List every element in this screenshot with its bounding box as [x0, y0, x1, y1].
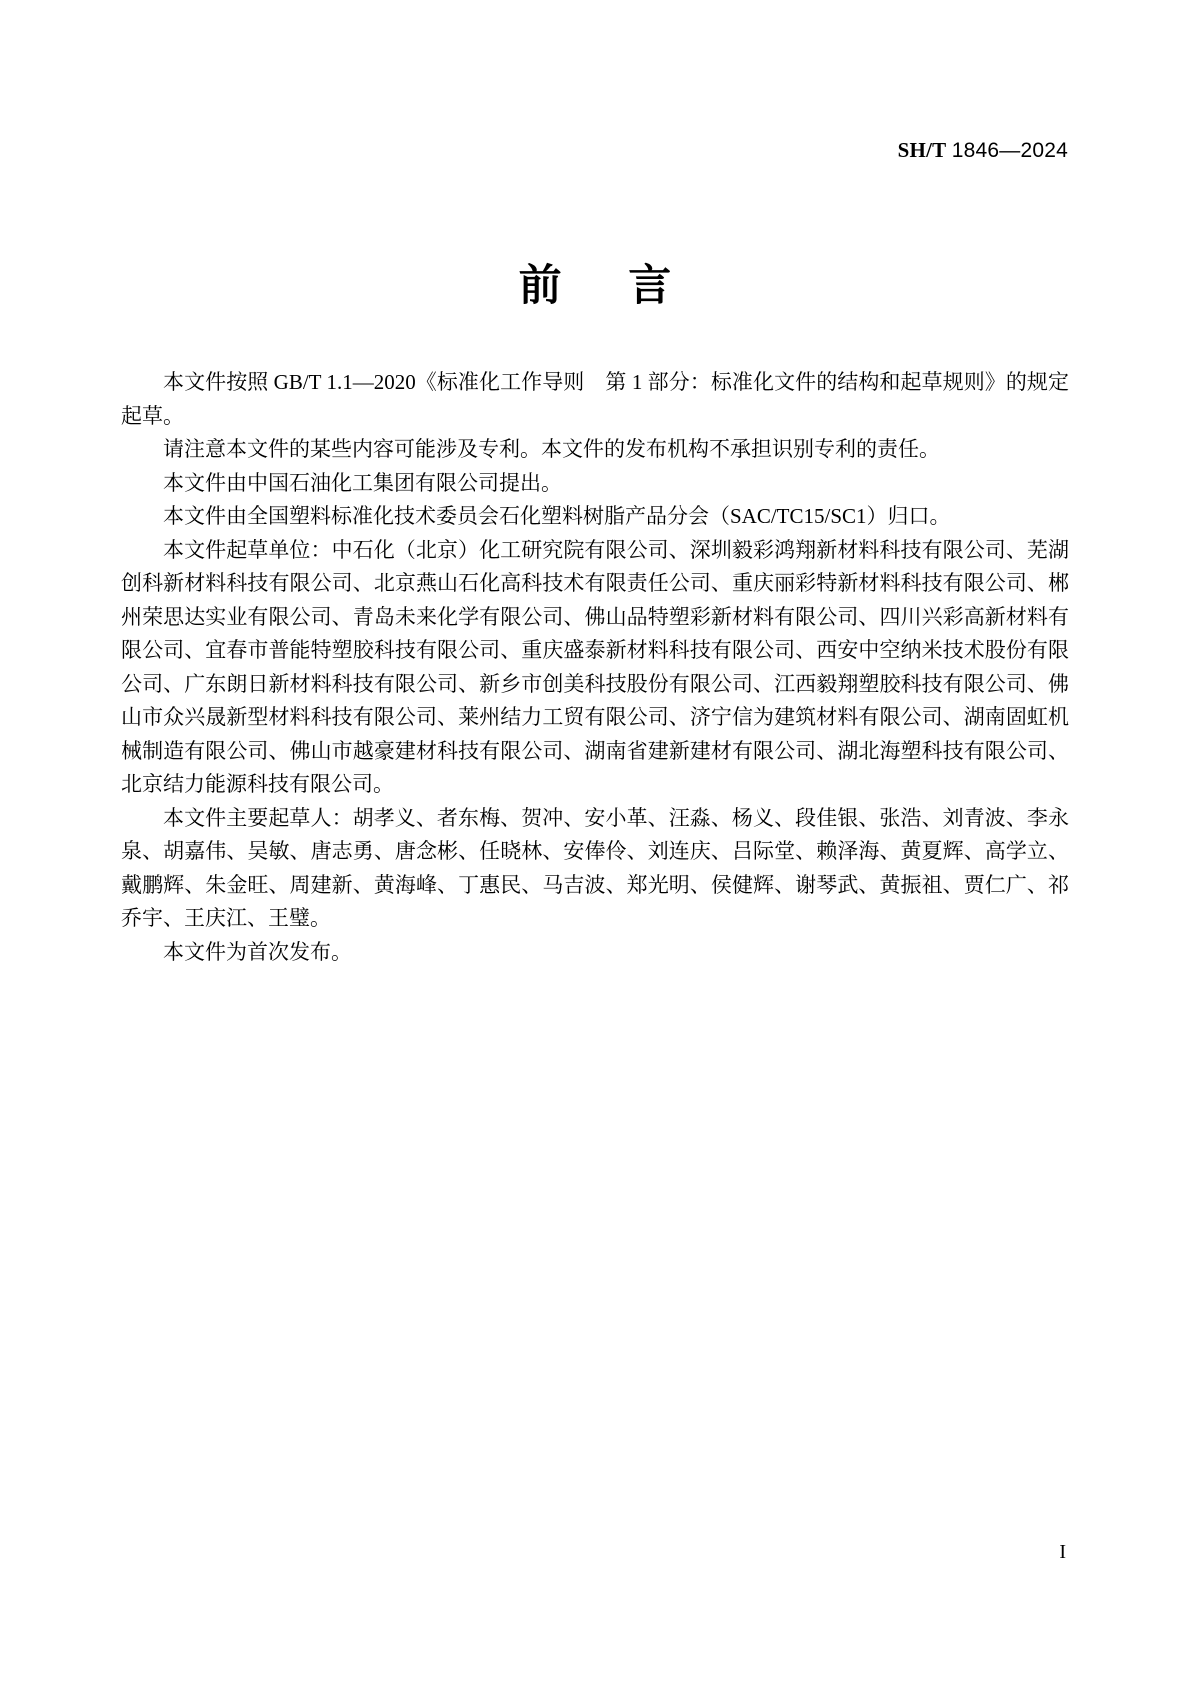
page-title: 前言 — [518, 262, 738, 310]
paragraph-patent-notice: 请注意本文件的某些内容可能涉及专利。本文件的发布机构不承担识别专利的责任。 — [163, 437, 940, 461]
paragraph-committee: 本文件由全国塑料标准化技术委员会石化塑料树脂产品分会（SAC/TC15/SC1）归口。 — [163, 504, 951, 528]
standard-code-prefix: SH/T — [897, 138, 947, 162]
paragraph-drafting-units: 本文件起草单位：中石化（北京）化工研究院有限公司、深圳毅彩鸿翔新材料科技有限公司、芜湖创科新材料科技有限公司、北京燕山石化高科技术有限责任公司、重庆丽彩特新材料科技有限公司、郴州荣思达实业有限公司、青岛未来化学有限公司、佛山品特塑彩新材料有限公司、四川兴彩高新材料有限公司、宜春市普能特塑胶科技有限公司、重庆盛泰新材料科技有限公司、西安中空纳米技术股份有限公司、广东朗日新材料科技有限公司、新乡市创美科技股份有限公司、江西毅翔塑胶科技有限公司、佛山市众兴晟新型材料科技有限公司、莱州结力工贸有限公司、济宁信为建筑材料有限公司、湖南固虹机械制造有限公司、佛山市越豪建材科技有限公司、湖南省建新建材有限公司、湖北海塑科技有限公司、北京结力能源科技有限公司。 — [121, 537, 1069, 796]
paragraph-first-issue: 本文件为首次发布。 — [163, 939, 352, 964]
standard-code — [898, 138, 1068, 163]
paragraph-proposer: 本文件由中国石油化工集团有限公司提出。 — [163, 470, 562, 495]
paragraph-drafting-rule: 本文件按照 GB/T 1.1—2020《标准化工作导则 第 1 部分：标准化文件的结构和起草规则》的规定起草。 — [121, 370, 1069, 428]
standard-code-number: 1846—2024 — [951, 139, 1068, 162]
page-number: I — [1059, 1541, 1066, 1563]
foreword-body — [121, 366, 1069, 969]
paragraph-drafters: 本文件主要起草人：胡孝义、者东梅、贺冲、安小革、汪淼、杨义、段佳银、张浩、刘青波、李永泉、胡嘉伟、吴敏、唐志勇、唐念彬、任晓林、安俸伶、刘连庆、吕际堂、赖泽海、黄夏辉、高学立、戴鹏辉、朱金旺、周建新、黄海峰、丁惠民、马吉波、郑光明、侯健辉、谢琴武、黄振祖、贾仁广、祁乔宇、王庆江、王璧。 — [121, 805, 1069, 930]
